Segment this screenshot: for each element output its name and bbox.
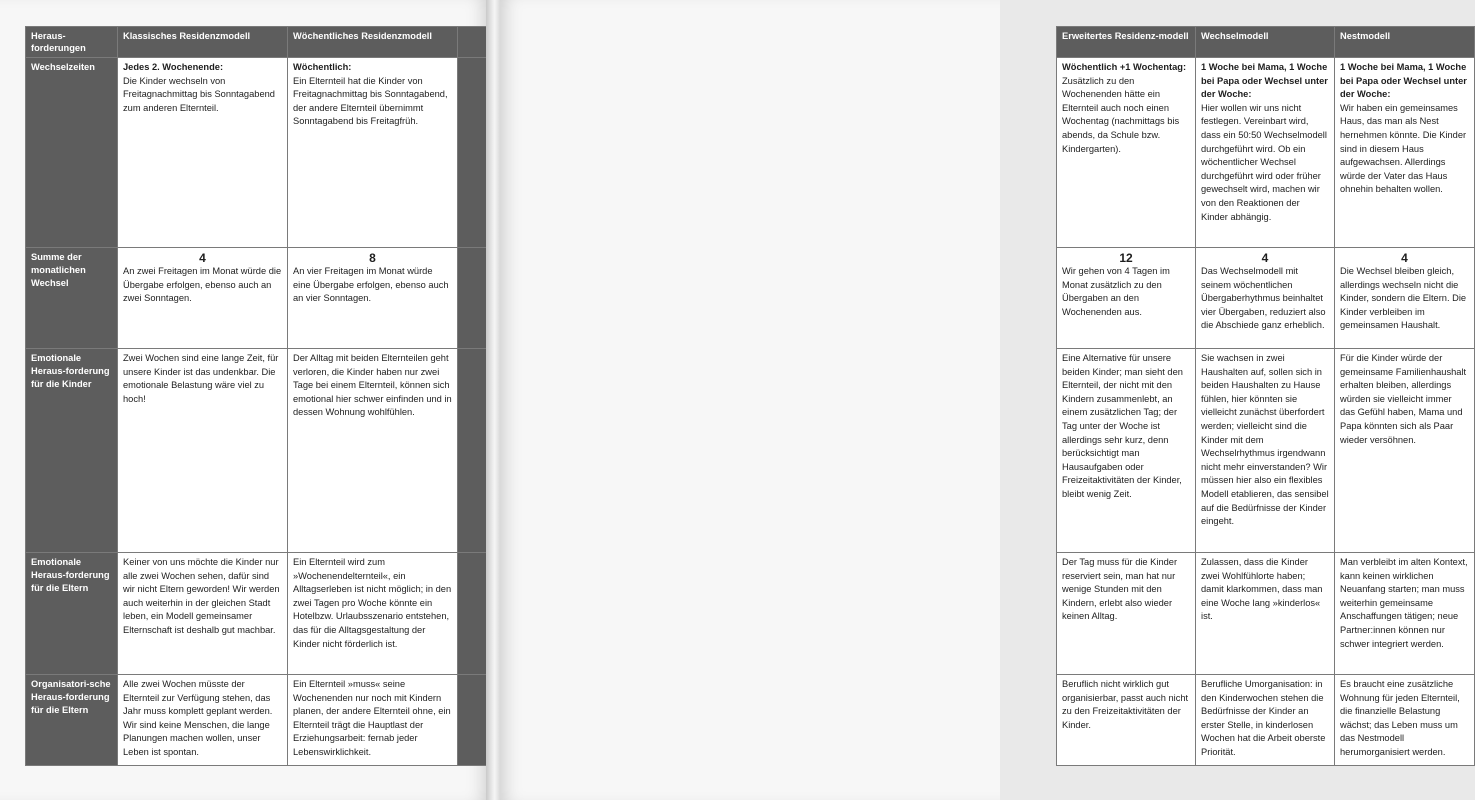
cell-number: 8 [369, 251, 376, 265]
cell-text: Ein Elternteil wird zum »Wochenendelternteil«, ein Alltagserleben ist nicht möglich; in den zwei Tagen pro Woche könnte ein Hotelbzw. Urlaubsszenario entstehen, das für die Alltagsgestaltung der Kinder nicht förderlich ist. [293, 557, 452, 649]
table-header-row [1057, 27, 1475, 58]
cell-bold-text: 1 Woche bei Mama, 1 Woche bei Papa oder Wechsel unter der Woche: [1340, 62, 1467, 100]
table-cell [1196, 58, 1335, 248]
table-cell [118, 58, 288, 248]
table-row [1057, 248, 1475, 349]
table-cell [288, 58, 458, 248]
table-row [26, 675, 489, 766]
row-label: Emotionale Heraus-forderung für die Eltern [26, 553, 118, 675]
table-cell [1335, 58, 1475, 248]
cell-text: Der Tag muss für die Kinder reserviert sein, man hat nur wenige Stunden mit den Kindern, erlebt also wieder keinen Alltag. [1062, 557, 1178, 622]
cell-number: 4 [199, 251, 206, 265]
filler-cell [458, 349, 489, 553]
table-row [1057, 349, 1475, 553]
header-extended-residence: Erweitertes Residenz-modell [1057, 27, 1196, 58]
cell-text: An zwei Freitagen im Monat würde die Übergabe erfolgen, ebenso auch an zwei Sonntagen. [123, 266, 282, 304]
table-cell [1196, 553, 1335, 675]
cell-text: Es braucht eine zusätzliche Wohnung für jeden Elternteil, die finanzielle Belastung wächst; das Leben muss um das Nestmodell herumorganisiert werden. [1340, 679, 1460, 757]
cell-text: Man verbleibt im alten Kontext, kann keinen wirklichen Neuanfang starten; man muss weiterhin gemeinsame Anschaffungen tätigen; neue Partner:innen können nur schwer integriert werden. [1340, 557, 1468, 649]
table-cell [118, 349, 288, 553]
cell-text: Ein Elternteil hat die Kinder von Freitagnachmittag bis Sonntagabend, der andere Elternteil übernimmt Sonntagabend bis Freitagfrüh. [293, 75, 448, 127]
cell-text: An vier Freitagen im Monat würde eine Übergabe erfolgen, ebenso auch an vier Sonntagen. [293, 266, 449, 304]
table-row [26, 248, 489, 349]
table-cell [1057, 58, 1196, 248]
table-cell [1335, 349, 1475, 553]
filler-cell [458, 675, 489, 766]
cell-text: Für die Kinder würde der gemeinsame Familienhaushalt erhalten bleiben, allerdings würden sie vielleicht immer das Gefühl haben, Mama und Papa könnten sich als Paar wieder versöhnen. [1340, 353, 1467, 445]
cell-text: Eine Alternative für unsere beiden Kinder; man sieht den Elternteil, der nicht mit den Kindern zusammenlebt, an einem zusätzlichen Tag; der Tag unter der Woche ist allerdings sehr kurz, denn berücksichtigt man Hausaufgaben oder Freizeitaktivitäten der Kinder, bleibt wenig Zeit. [1062, 353, 1183, 499]
left-comparison-table [25, 26, 489, 766]
cell-text: Zulassen, dass die Kinder zwei Wohlfühlorte haben; damit klarkommen, dass man eine Woche lang »kinderlos« ist. [1201, 557, 1323, 622]
right-comparison-table [1056, 26, 1475, 766]
cell-text: Sie wachsen in zwei Haushalten auf, sollen sich in beiden Haushalten zu Hause fühlen, hier könnten sie vielleicht zunächst überfordert werden; vielleicht sind die Kinder mit dem Wechselrhythmus irgendwann nicht mehr einverstanden? Wir müssen hier also ein flexibles Modell etablieren, das sensibel auf die Bedürfnisse der Kinder eingeht. [1201, 353, 1329, 527]
cell-bold-text: Wöchentlich: [293, 62, 352, 72]
cell-number: 12 [1119, 251, 1133, 265]
table-cell [1335, 553, 1475, 675]
table-cell [1196, 248, 1335, 349]
left-page [0, 0, 488, 800]
table-cell [118, 553, 288, 675]
cell-bold-text: Wöchentlich +1 Wochentag: [1062, 62, 1187, 72]
cell-text: Der Alltag mit beiden Elternteilen geht verloren, die Kinder haben nur zwei Tage bei einem Elternteil, können sich emotional hier schwer einfinden und in dessen Wohnung wohlfühlen. [293, 353, 452, 418]
table-cell [1196, 349, 1335, 553]
filler-cell [458, 248, 489, 349]
cell-text: Hier wollen wir uns nicht festlegen. Vereinbart wird, dass ein 50:50 Wechselmodell durchgeführt wird. Ob ein wöchentlicher Wechsel durchgeführt wird oder früher gewechselt wird, machen wir von den Reaktionen der Kinder abhängig. [1201, 102, 1327, 222]
table-cell [1335, 675, 1475, 766]
right-page [500, 0, 1468, 800]
row-label: Emotionale Heraus-forderung für die Kinder [26, 349, 118, 553]
cell-bold-text: Jedes 2. Wochenende: [123, 62, 224, 72]
table-cell [1057, 349, 1196, 553]
cell-text: Die Kinder wechseln von Freitagnachmittag bis Sonntagabend zum anderen Elternteil. [123, 75, 275, 113]
filler-cell [458, 553, 489, 675]
row-label: Summe der monatlichen Wechsel [26, 248, 118, 349]
header-challenges: Heraus-forderungen [26, 27, 118, 58]
header-nest-model: Nestmodell [1335, 27, 1475, 58]
cell-bold-text: 1 Woche bei Mama, 1 Woche bei Papa oder Wechsel unter der Woche: [1201, 62, 1328, 100]
table-cell [118, 248, 288, 349]
header-alternating-model: Wechselmodell [1196, 27, 1335, 58]
cell-number: 4 [1261, 251, 1269, 265]
header-classic-residence: Klassisches Residenzmodell [118, 27, 288, 58]
filler-cell [458, 58, 489, 248]
cell-text: Wir gehen von 4 Tagen im Monat zusätzlich zu den Übergaben an den Wochenenden aus. [1062, 266, 1170, 317]
cell-text: Die Wechsel bleiben gleich, allerdings wechseln nicht die Kinder, sondern die Eltern. Die Kinder verbleiben im gemeinsamen Haushalt. [1340, 266, 1467, 331]
table-cell [288, 675, 458, 766]
table-row [1057, 553, 1475, 675]
cell-number: 4 [1401, 251, 1408, 265]
table-row [26, 58, 489, 248]
table-cell [288, 248, 458, 349]
table-cell [1057, 553, 1196, 675]
header-weekly-residence: Wöchentliches Residenzmodell [288, 27, 458, 58]
cell-text: Beruflich nicht wirklich gut organisierbar, passt auch nicht zu den Freizeitaktivitäten der Kinder. [1062, 679, 1189, 730]
cell-text: Zwei Wochen sind eine lange Zeit, für unsere Kinder ist das undenkbar. Die emotionale Belastung wäre viel zu hoch! [123, 353, 279, 404]
table-cell [1196, 675, 1335, 766]
table-cell [1335, 248, 1475, 349]
table-row [26, 349, 489, 553]
cell-text: Ein Elternteil »muss« seine Wochenenden nur noch mit Kindern planen, der andere Elternteil ohne, ein Elternteil trägt die Hauptlast der Erziehungsarbeit: fernab jeder Lebenswirklichkeit. [293, 679, 451, 757]
cell-text: Wir haben ein gemeinsames Haus, das man als Nest hernehmen könnte. Die Kinder sind in diesem Haus aufgewachsen. Allerdings würde der Vater das Haus ohnehin behalten wollen. [1340, 102, 1467, 195]
row-label: Organisatori-sche Heraus-forderung für die Eltern [26, 675, 118, 766]
cell-text: Das Wechselmodell mit seinem wöchentlichen Übergaberhythmus beinhaltet vier Übergaben, reduziert also die Abschiede ganz erheblich. [1201, 266, 1326, 331]
header-filler [458, 27, 489, 58]
table-row [26, 553, 489, 675]
cell-text: Alle zwei Wochen müsste der Elternteil zur Verfügung stehen, das Jahr muss komplett geplant werden. Wir sind keine Menschen, die lange Planungen machen wollen, unser Leben ist spontan. [123, 679, 273, 757]
table-cell [1057, 675, 1196, 766]
cell-text: Berufliche Umorganisation: in den Kinderwochen stehen die Bedürfnisse der Kinder an erster Stelle, in kinderlosen Wochen hat die Arbeit oberste Priorität. [1201, 679, 1326, 757]
table-row [1057, 675, 1475, 766]
table-cell [118, 675, 288, 766]
table-row [1057, 58, 1475, 248]
table-cell [288, 349, 458, 553]
cell-text: Zusätzlich zu den Wochenenden hätte ein Elternteil auch noch einen Wochentag (nachmittags bis abends, da Schule bzw. Kindergarten). [1062, 75, 1180, 154]
table-cell [288, 553, 458, 675]
table-cell [1057, 248, 1196, 349]
row-label: Wechselzeiten [26, 58, 118, 248]
cell-text: Keiner von uns möchte die Kinder nur alle zwei Wochen sehen, dafür sind wir nicht Eltern geworden! Wir werden auch weiterhin in der gleichen Stadt leben, ein Modell gemeinsamer Elternschaft ist deshalb gut machbar. [123, 557, 280, 635]
table-header-row [26, 27, 489, 58]
